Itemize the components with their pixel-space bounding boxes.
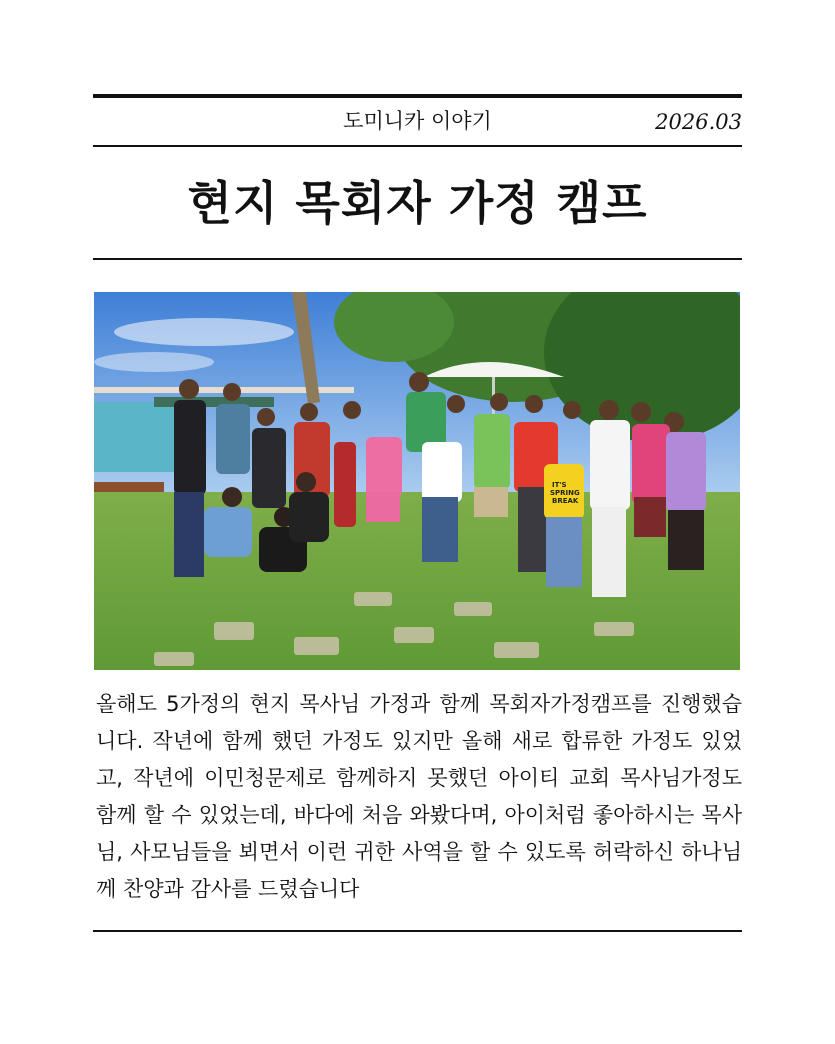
article-body: 올해도 5가정의 현지 목사님 가정과 함께 목회자가정캠프를 진행했습니다. 작년에 함께 했던 가정도 있지만 올해 새로 합류한 가정도 있었고, 작년에 이민청문제로 함께하지 못했던 아이티 교회 목사님가정도 함께 할 수 있었는데, 바다에 처음 와봤다며, 아이처럼 좋아하시는 목사님, 사모님들을 뵈면서 이런 귀한 사역을 할 수 있도록 허락하신 하나님께 찬양과 감사를 드렸습니다 (96, 692, 742, 901)
cloud (94, 352, 214, 372)
photo-illustration (94, 292, 740, 670)
section-label: 도미니카 이야기 (343, 109, 492, 133)
bottom-rule (93, 930, 742, 932)
sea (94, 402, 174, 472)
title-divider (93, 258, 742, 260)
far-shore (154, 397, 274, 407)
shirt-print: IT'S SPRING BREAK (550, 481, 580, 505)
header-divider (93, 145, 742, 147)
cloud (114, 318, 294, 346)
top-rule (93, 94, 742, 98)
group-photo (94, 292, 740, 670)
issue-date: 2026.03 (655, 110, 742, 134)
page-title: 현지 목회자 가정 캠프 (187, 176, 648, 230)
